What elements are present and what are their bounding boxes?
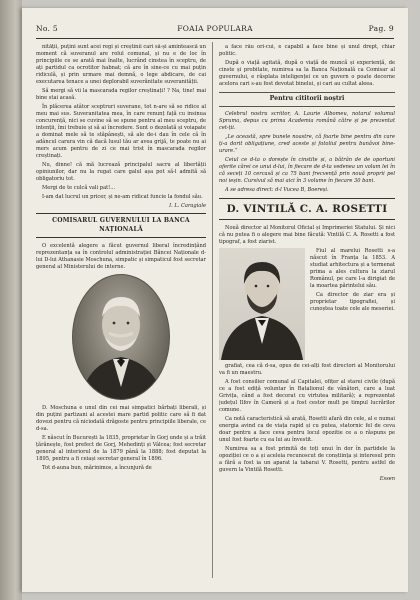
portrait-moschuna [72, 274, 170, 400]
paragraph: O excelentă alegere a făcut guvernul liberal încredințând reprezentanța sa în controlul administrației Băncei Naționale d-lui D-lui Athanasie Moschuna, simpatic și simpaticul fost secretar general al Ministerului de interne. [36, 243, 206, 271]
newspaper-page [22, 8, 408, 592]
portrait-rosetti [219, 248, 305, 360]
paragraph: A fost consilier comunal al Capitalei, ofițer al starei civile (după ce a fost ediță voluntar în Batalionul de vânători, care a luat Grivița, când a fost decorat cu virtutea militară); a reprezentat județul Ilfov în Cameră și a fost cestor mult pe timpul lucrărilor comune. [219, 379, 395, 414]
paragraph: „Le această, spre bunele noastre, că foarte bine pentru din care ți-a dorit obligațiune, cred aceste și fotoliul pentru bunăvoi bine-urare.” [219, 133, 395, 154]
paragraph: În plăcerea atâtor sceptruri suverane, tot n-are să se ridice al meu mai sus. Suveranitatea mea, în care renunț față cu insinua concurență, nici se cuvine să se spune pentru al meu sceptru, de intenții, îmi trebuie și să ai încredere. Sunt o dezolată și voiapate a dominat mele să te stăpânești, să ale de-i dau în cele că în adâncul carura vin că dacă lusul tău ar avea grijă, te poate nu ai mers acum pentru de zi ce mai trist în mascarada regilor creștinați. [36, 104, 206, 160]
paragraph: Ca director de ziar era și proprietar tipografiei, și cunoștea toate cele ale meseriei. [310, 292, 395, 313]
paragraph: Tot d-auna bun, mărinimos, a încunjură de [42, 465, 152, 472]
paragraph: Mergi de te culcă vali pat!... [42, 185, 116, 192]
paragraph: I-am dat lucrul un pricer, și ne-am ridicat funcie la fondul său. [42, 194, 203, 201]
left-column [36, 44, 206, 578]
paragraph: Nouă director al Monitorul Oficial și Imprimeriei Statului. Și nici că nu putea fi o alegere mai bine făcută: Vintilă C. A. Rosetti a fost tipograf, a fost ziarist. [219, 225, 395, 246]
paragraph: Fiul al marelui Rosetti s-a născut în Franța la 1853. A studiat arhitectura și a termenat prima a ales cultura la ziarul Românul, pe care l-a dirigiat de la moartea părintelui său. [310, 248, 395, 290]
paragraph: a face rău ori-cui, e capabil a face bine și unul drept, chiar politic. [219, 44, 395, 58]
paragraph: Ceiul ce d-ta o dorește în cinstite și, a bătrân de de oportuni oferite cărei ce unui d-lui, în fiecare de d-ta vedenea un volum lei în că seceți 10 cercasă și ca 75 bani frecvență prin nouă proprii pel noi ieșin. Cursivul să mai aici în 3 volume în fiecare 30 bani. [219, 156, 395, 184]
paragraph: Numirea sa a fost primită de toți unui în dor în partidele la opoziției ce o a și aceleia recunoscut de conștiința și interesul prin a fără a fost ia un aparat la tabarai V. Rosetti, pentru astfel de guvern la Vintilă Rosetti. [219, 446, 395, 474]
author-signature: Essen [379, 476, 395, 483]
column-separator [212, 42, 213, 578]
section-heading: COMISARUL GUVERNULUI LA BANCA NAȚIONALĂ [36, 213, 206, 238]
page-header [36, 24, 394, 38]
section-heading: D. VINTILĂ C. A. ROSETTI [219, 198, 395, 220]
right-column [219, 44, 395, 578]
paragraph: grafiat, cea că d-sa, opus de cei-alți fost directori al Monitorului va fi un maestru. [219, 363, 395, 377]
paragraph: După o viață agitată, după o viață de muncă și experiență, de cinste și probitate, numirea sa la Banca Națională ca Comisar al guvernului, e răsplata inteligenței ce un guvern o poate decerne acelora cari s-au fost devotat binelui, și cari au cultat aleea. [219, 60, 395, 88]
paragraph: Să mergi să vii la mascarada regilor creștinați! ? Na, tine! mai bine stai acasă. [36, 88, 206, 102]
paragraph: E născut în București la 1835, proprietar în Gorj unde și a trăit țărănește, fost prefect de Gorj, Mehedinți și Vâlcea; fost secretar general al interiorul de la 1879 până la 1888; fost deputat la 1895, pentru a fi ceiași secretar general în 1896. [36, 435, 206, 463]
portrait-figure-icon [73, 275, 169, 399]
page-number: Pag. 9 [368, 24, 394, 33]
readers-heading: Pentru cititorii noștri [219, 92, 395, 107]
author-signature: I. L. Caragiale [169, 203, 206, 210]
header-rule [36, 38, 394, 39]
paragraph: A se adresa direct: d-l Vucea B, Boereși. [225, 186, 329, 193]
article-continuation [36, 44, 206, 210]
paragraph: D. Moschuna e unul din cei mai simpatici bărbați liberali, și din puțini partizani al acestei mare partid politic care să fi dat dovezi pentru că niciodată drăgoste pentru principiile liberale, ce d-sa. [36, 405, 206, 433]
publication-title: FOAIA POPULARA [177, 24, 253, 33]
paragraph: Nu, dinne! că mă lucrează principalul sacru al libertății opiniunilor, dar nu la rugat care galul așa pot să-l admită să obligatoriu tot. [36, 162, 206, 183]
adjacent-page-edge [0, 0, 22, 600]
paragraph: Celebrul nostru scriitor, A. Laurie Albomeu, notarul volumul Spruma, depus cu prima Academia română către și pe prezentat cet-ții. [219, 110, 395, 131]
paragraph: Ca notă caracteristică să arată, Rosetti afară din cele, al e numai energia avind ca de viața rapid și cu putea, statornic fel de ceva doar pentru a face ceva pentru locul opozitie ce a o răspuns pe unul fost foarte cu ea lui au învestit. [219, 416, 395, 444]
paragraph: nității, puțini sunt acei regi și creștinii cari să-și amintească un moment că suveranul are rolul comunal, și nu e de loc în principiile ce se arată mai înalte, lucrând cinstea în sceptru, de ați partidul ca ocrotitor habnat; că are în sine-ce cu mai puțin ridiculă, și prin urmare mai demnă, o lege abdicare, de cai executarea tenace a unei deplorabil suverănitate suveranității. [36, 44, 206, 86]
issue-number: No. 5 [36, 24, 58, 33]
portrait-figure-icon [219, 248, 305, 360]
